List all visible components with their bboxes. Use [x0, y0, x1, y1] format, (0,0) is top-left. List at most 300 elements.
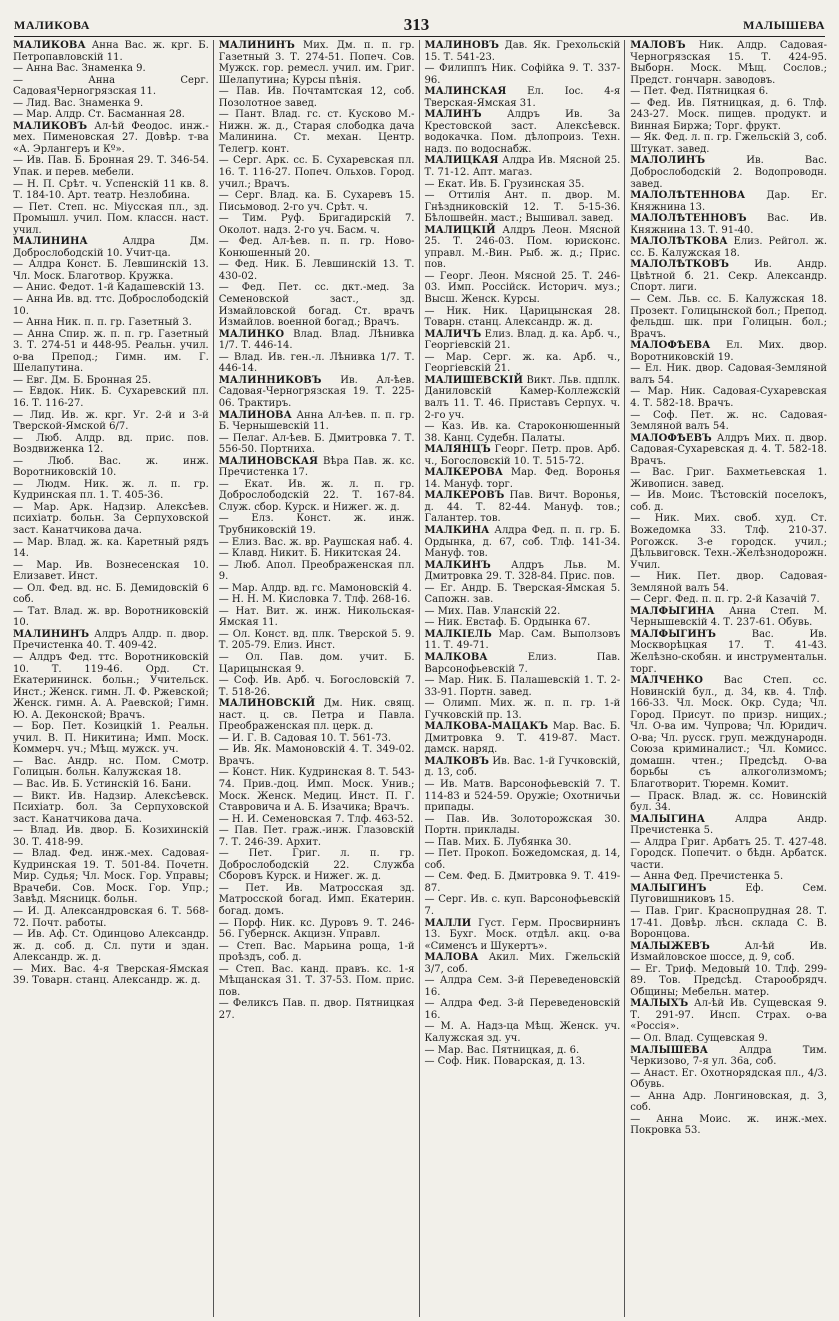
directory-entry: [630, 433, 827, 468]
entry-text: Алдръ Ив. За Крестовской заст. Алексѣевск. водокачка. Пом. дѣлопроиз. Техн. надз. по водоснабж.: [424, 109, 621, 155]
directory-entry: [219, 410, 415, 433]
entry-text: Дм. Ник. свящ. наст. ц. св. Петра и Павла. Преображенская пл. церк. д.: [218, 698, 415, 733]
entry-text: — Люб. Алдр. вд. прис. пов. Воздвиженка 12.: [13, 432, 209, 456]
directory-entry: [219, 109, 415, 155]
entry-text: — Н. П. Срѣт. ч. Успенскій 11 кв. 8. Т. 184-10. Арт. театр. Незлобина.: [13, 178, 209, 202]
surname: МАЛЫГИНА: [630, 813, 706, 825]
directory-entry: [630, 213, 827, 236]
surname: МАЛИНЪ: [424, 109, 482, 121]
surname: МАЛИНИНЪ: [218, 40, 295, 51]
entry-text: Ал-ѣй Феодос. инж.-мех. Пименовская 27. Довѣр. т-ва «А. Эрлангеръ и Кº».: [13, 120, 209, 155]
entry-text: Акил. Мих. Гжельскій 3/7, соб.: [424, 952, 621, 975]
surname: МАЛИНИНА: [13, 236, 88, 248]
entry-text: — Степ. Вас. канд. правъ. кс. 1-я Мѣщанская 31. Т. 37-53. Пом. прис. пов.: [218, 963, 415, 998]
directory-entry: [425, 871, 621, 894]
directory-entry: [630, 386, 827, 409]
directory-entry: [219, 155, 415, 190]
entry-text: — Як. Фед. л. п. гр. Гжельскій 3, соб. Штукат. завед.: [630, 132, 827, 155]
column-2: [214, 40, 420, 1317]
entry-text: — Вас. Андр. нс. Пом. Смотр. Голицын. больн. Калужская 18.: [13, 755, 209, 779]
directory-entry: [425, 1056, 621, 1068]
entry-text: — Алдра Конст. Б. Левшинскій 13. Чл. Моск. Благотвор. Кружка.: [13, 259, 209, 282]
directory-entry: [630, 1033, 827, 1045]
entry-text: — Пелаг. Ал-ѣев. Б. Дмитровка 7. Т. 556-50. Портниха.: [218, 432, 415, 456]
entry-text: — Анаст. Ег. Охотнорядская пл., 4/3. Обувь.: [630, 1067, 827, 1091]
entry-text: — Пет. Фед. Пятницкая 6.: [630, 86, 769, 98]
directory-entry: [425, 837, 621, 849]
directory-entry: [13, 502, 209, 537]
entry-text: — Серг. Арк. сс. Б. Сухаревская пл. 16. Т. 116-27. Попеч. Ольхов. Город. учил.; Врачъ.: [218, 155, 415, 190]
directory-entry: [425, 583, 621, 606]
directory-entry: [425, 352, 621, 375]
surname: МАЛИНСКАЯ: [424, 86, 507, 98]
directory-entry: [219, 629, 415, 652]
entry-text: — Нат. Вит. ж. инж. Никольская-Ямская 11.: [218, 605, 415, 629]
directory-entry: [13, 179, 209, 202]
entry-text: Ел. Мих. двор. Воротниковскій 19.: [630, 340, 827, 363]
surname: МАЛИЦКАЯ: [424, 155, 499, 167]
directory-entry: [219, 479, 415, 514]
entry-text: — Влад. Фед. инж.-мех. Садовая-Кудринская 19. Т. 501-84. Почетн. Мир. Судья; Чл. Моск. Гор. Управы; Врачеби. Сов. Моск. Гор. Упр.; Завѣд. Мясницк. больн.: [13, 848, 209, 906]
directory-entry: [425, 998, 621, 1021]
directory-entry: [425, 525, 621, 560]
entry-text: — Оттилія Ант. п. двор. М. Гнѣздниковскій 12. Т. 5-15-36. Бѣлошвейн. маст.; Вышивал. завед.: [424, 190, 621, 225]
entry-text: — Пав. Григ. Краснопрудная 28. Т. 17-41. Довѣр. лѣсн. склада С. В. Воронцова.: [630, 906, 827, 941]
entry-text: — Ел. Ник. двор. Садовая-Земляной валъ 54.: [630, 363, 827, 386]
directory-entry: [219, 456, 415, 479]
directory-entry: [219, 744, 415, 767]
entry-text: — Мар. Ник. Садовая-Сухаревская 4. Т. 582-18. Врачъ.: [630, 386, 827, 409]
directory-entry: [425, 629, 621, 652]
surname: МАЛЫГИНЪ: [630, 882, 707, 894]
directory-entry: [425, 1021, 621, 1044]
directory-entry: [13, 282, 209, 294]
entry-text: — Ник. Мих. своб. худ. Ст. Вожедомка 33. Тлф. 210-37. Рогожск. 3-е городск. учил.; Дѣльвиговск. Техн.-Желѣзнодорожн. Учил.: [630, 513, 827, 571]
entry-text: — Мар. Алдр. вд. гс. Мамоновскій 4.: [218, 582, 412, 594]
directory-entry: [219, 767, 415, 813]
directory-entry: [425, 190, 621, 225]
directory-entry: [13, 433, 209, 456]
entry-text: — Влад. Ив. двор. Б. Козихинскій 30. Т. 418-99.: [13, 825, 209, 848]
entry-text: — Екат. Ив. Б. Грузинская 35.: [424, 178, 585, 190]
entry-text: — Пет. Прокоп. Божедомская, д. 14, соб.: [424, 848, 621, 871]
column-4: [625, 40, 831, 1317]
directory-entry: [219, 918, 415, 941]
directory-entry: [219, 190, 415, 213]
entry-text: — Анна Ник. п. п. гр. Газетный 3.: [13, 317, 192, 329]
directory-entry: [425, 306, 621, 329]
directory-entry: [13, 317, 209, 329]
directory-entry: [630, 363, 827, 386]
entry-text: — Пет. Григ. л. п. гр. Доброслободскій 22. Служба Сборовъ Курск. и Нижег. ж. д.: [218, 848, 415, 883]
directory-entry: [13, 652, 209, 721]
entry-text: Георг. Петр. пров. Арб. ч., Богословскій 10. Т. 515-72.: [424, 444, 621, 467]
directory-entry: [219, 236, 415, 259]
directory-entry: [219, 998, 415, 1021]
directory-entry: [425, 40, 621, 63]
surname: МАЛКИНА: [424, 524, 490, 536]
directory-entry: [219, 560, 415, 583]
surname: МАЛОФѢЕВА: [630, 340, 711, 352]
entry-text: Вѣра Пав. ж. кс. Пречистенка 17.: [218, 455, 415, 479]
directory-entry: [425, 225, 621, 271]
directory-entry: [219, 941, 415, 964]
entry-text: — М. А. Надз-ца Мѣщ. Женск. уч. Калужская зд. уч.: [424, 1021, 621, 1045]
surname: МАЛКИНЪ: [424, 559, 491, 571]
entry-text: — Пав. Пет. граж.-инж. Глазовскій 7. Т. 246-39. Архит.: [218, 825, 415, 848]
entry-text: — Серг. Влад. ка. Б. Сухаревъ 15. Письмовод. 2-го уч. Срѣт. ч.: [218, 190, 415, 213]
directory-entry: [630, 871, 827, 883]
directory-entry: [219, 352, 415, 375]
directory-entry: [219, 86, 415, 109]
directory-entry: [219, 329, 415, 352]
directory-entry: [13, 375, 209, 387]
entry-text: — Анна Моис. ж. инж.-мех. Покровка 53.: [630, 1113, 827, 1137]
entry-text: Мар. Вас. Б. Дмитровка 9. Т. 419-87. Маст. дамск. наряд.: [424, 721, 621, 756]
entry-text: — Пант. Влад. гс. ст. Кусково М.-Нижн. ж. д., Старая слободка дача Малинина. Ст. механ. Центр. Телегр. конт.: [218, 109, 415, 155]
surname: МАЛИЦКІЙ: [424, 224, 496, 236]
entry-text: — Олимп. Мих. ж. п. п. гр. 1-й Гучковскій пр. 13.: [424, 698, 621, 721]
surname: МАЛИНИНЪ: [13, 628, 90, 640]
directory-entry: [630, 571, 827, 594]
directory-entry: [425, 617, 621, 629]
directory-entry: [630, 837, 827, 872]
header-first-entry: МАЛИКОВА: [14, 18, 90, 32]
directory-entry: [13, 75, 209, 98]
directory-entry: [13, 537, 209, 560]
directory-entry: [13, 40, 209, 63]
directory-entry: [425, 560, 621, 583]
directory-columns: [8, 40, 831, 1317]
directory-entry: [219, 814, 415, 826]
directory-entry: [219, 825, 415, 848]
directory-entry: [425, 329, 621, 352]
directory-entry: [425, 814, 621, 837]
directory-entry: [13, 479, 209, 502]
directory-entry: [425, 155, 621, 178]
entry-text: — Тат. Влад. ж. вр. Воротниковскій 10.: [13, 605, 209, 629]
directory-entry: [425, 975, 621, 998]
surname: МАЛОВЪ: [630, 40, 686, 51]
directory-entry: [219, 733, 415, 745]
entry-text: Алдра Тим. Черкизово, 7-я ул. 36а, соб.: [630, 1044, 827, 1068]
entry-text: Ник. Алдр. Садовая-Черногрязская 15. Т. 424-95. Выборн. Моск. Мѣщ. Сослов.; Предст. гончарн. заводовъ.: [630, 40, 827, 86]
entry-text: Мих. Дм. п. п. гр. Газетный 3. Т. 274-51. Попеч. Сов. Мужск. гор. ремесл. учил. им. Григ. Шелапутина; Курсы пѣнія.: [218, 40, 415, 86]
entry-text: Ив. Андр. Цвѣтной б. 21. Секр. Александр. Спорт. лиги.: [630, 259, 827, 294]
directory-entry: [630, 294, 827, 340]
entry-text: Мар. Сам. Выползовъ 11. Т. 49-71.: [424, 628, 621, 652]
entry-text: — Вас. Ив. Б. Устинскій 16. Бани.: [13, 779, 192, 790]
entry-text: Анна Степ. М. Чернышевскій 4. Т. 237-61. Обувь.: [630, 605, 827, 629]
entry-text: — Серг. Фед. п. п. гр. 2-й Казачій 7.: [630, 594, 820, 606]
directory-entry: [630, 132, 827, 155]
entry-text: — Екат. Ив. ж. л. п. гр. Доброслободскій 22. Т. 167-84. Служ. сбор. Курск. и Нижег. ж. д.: [218, 478, 415, 513]
entry-text: Ал-ѣй Ив. Сущевская 9. Т. 291-97. Инсп. Страх. о-ва «Россія».: [630, 998, 827, 1033]
directory-entry: [630, 259, 827, 294]
directory-entry: [630, 340, 827, 363]
directory-entry: [13, 236, 209, 259]
directory-entry: [630, 883, 827, 906]
entry-text: Пав. Вичт. Воронья, д. 44. Т. 82-44. Мануф. тов.; Галантер. тов.: [424, 490, 621, 525]
directory-entry: [13, 779, 209, 791]
entry-text: — Евдок. Ник. Б. Сухаревский пл. 16. Т. 116-27.: [13, 386, 209, 409]
entry-text: Вас. Ив. Княжнина 13. Т. 91-40.: [630, 213, 827, 236]
entry-text: Ел. Іос. 4-я Тверская-Ямская 31.: [424, 86, 621, 109]
entry-text: Викт. Льв. пдплк. Даниловскій Камер-Коллежскій валъ 11. Т. 46. Приставъ Серпух. ч. 2-го уч.: [424, 374, 621, 421]
entry-text: — Соф. Ник. Поварская, д. 13.: [424, 1056, 586, 1068]
directory-entry: [630, 606, 827, 629]
entry-text: — Мар. Серг. ж. ка. Арб. ч., Георгіевскій 21.: [424, 351, 621, 375]
entry-text: — Н. И. Семеновская 7. Тлф. 463-52.: [218, 813, 414, 825]
entry-text: Анна Ал-ѣев. п. п. гр. Б. Чернышевскій 11.: [218, 409, 415, 433]
entry-text: — Анна Ив. вд. ттс. Доброслободскій 10.: [13, 294, 209, 317]
directory-entry: [630, 675, 827, 790]
entry-text: — Соф. Пет. ж. нс. Садовая-Земляной валъ 54.: [630, 409, 827, 433]
surname: МАЛКЕРОВЪ: [424, 490, 505, 502]
entry-text: Ив. Вас. 1-й Гучковскій, д. 13, соб.: [424, 755, 621, 779]
directory-entry: [630, 941, 827, 964]
entry-text: — Пет. Ив. Матросская зд. Матросской богад. Имп. Екатерин. богад. домъ.: [218, 882, 415, 918]
entry-text: Ив. Вас. Доброслободскій 2. Водопроводн. завед.: [630, 155, 827, 190]
entry-text: — Влад. Ив. ген.-л. Лѣнивка 1/7. Т. 446-14.: [218, 351, 415, 375]
entry-text: — Ив. Пав. Б. Бронная 29. Т. 346-54. Упак. и перев. мебели.: [13, 155, 209, 179]
surname: МАЛФЫГИНА: [630, 605, 715, 617]
entry-text: — Мар. Ив. Вознесенская 10. Елизавет. Инст.: [13, 559, 209, 583]
directory-entry: [630, 791, 827, 814]
entry-text: — Каз. Ив. ка. Староконюшенный 38. Канц. Судебн. Палаты.: [424, 421, 621, 444]
directory-entry: [425, 490, 621, 525]
entry-text: — Алдра Григ. Арбатъ 25. Т. 427-48. Городск. Попечит. о бѣдн. Арбатск. части.: [630, 836, 827, 871]
directory-entry: [630, 155, 827, 190]
entry-text: — И. Г. В. Садовая 10. Т. 561-73.: [218, 732, 392, 744]
entry-text: Дав. Як. Грехольскій 15. Т. 541-23.: [424, 40, 621, 63]
directory-entry: [13, 410, 209, 433]
directory-entry: [425, 756, 621, 779]
directory-entry: [425, 109, 621, 155]
entry-text: — Ник. Пет. двор. Садовая-Земляной валъ 54.: [630, 571, 827, 594]
surname: МАЛКОВА-МАЦАКЪ: [424, 721, 549, 733]
entry-text: — Мар. Арк. Надзир. Алексѣев. психiатр. больн. За Серпуховской заст. Канатчикова дача.: [13, 501, 209, 536]
entry-text: — И. Д. Александровская 6. Т. 568-72. Почт. работы.: [13, 906, 209, 929]
directory-entry: [219, 583, 415, 595]
entry-text: Алдръ Мих. п. двор. Садовая-Сухаревская д. 4. Т. 582-18. Врачъ.: [630, 432, 827, 467]
directory-entry: [425, 375, 621, 421]
directory-entry: [630, 410, 827, 433]
directory-entry: [219, 259, 415, 282]
surname: МАЛОЛѢТЕННОВА: [630, 190, 746, 202]
entry-text: — Фед. Ник. Б. Левшинскій 13. Т. 430-02.: [218, 259, 415, 282]
directory-entry: [13, 98, 209, 110]
entry-text: — Георг. Леон. Мясной 25. Т. 246-03. Имп. Россійск. Историч. муз.; Высш. Женск. Курсы.: [424, 270, 621, 306]
directory-entry: [13, 63, 209, 75]
directory-entry: [13, 791, 209, 826]
entry-text: — Пав. Ив. Почтамтская 12, соб. Позолотное завед.: [218, 86, 415, 109]
directory-entry: [219, 513, 415, 536]
directory-entry: [219, 606, 415, 629]
entry-text: Вас Степ. сс. Новинскій бул., д. 34, кв. 4. Тлф. 166-33. Чл. Моск. Окр. Суда; Чл. Город. Присут. по призр. нищих.; Чл. О-ва им. Чупрова; Чл. Юридич. О-ва; Чл. русск. груп. международн. Союза криминалист.; Чл. Комисс. домашн. чтен.; Предсѣд. О-ва борьбы съ алкоголизмомъ; Благотворит. Тюремн. Комит.: [630, 675, 827, 790]
entry-text: — Тим. Руф. Бригадирскій 7. Околот. надз. 2-го уч. Басм. ч.: [218, 213, 415, 236]
directory-entry: [219, 964, 415, 999]
directory-entry: [425, 1045, 621, 1057]
column-1: [8, 40, 214, 1317]
entry-text: — Ив. Матв. Варсонофьевскій 7. Т. 114-83 и 524-59. Оружіе; Охотничьи припады.: [424, 779, 621, 814]
directory-entry: [425, 721, 621, 756]
entry-text: Густ. Герм. Просвирнинъ 13. Бухг. Моск. отдѣл. акц. о-ва «Сименсъ и Шукертъ».: [424, 917, 621, 952]
column-3: [420, 40, 626, 1317]
entry-text: — Анна Вас. Знаменка 9.: [13, 63, 146, 75]
directory-entry: [425, 606, 621, 618]
directory-entry: [630, 594, 827, 606]
directory-entry: [13, 202, 209, 237]
entry-text: — Евг. Дм. Б. Бронная 25.: [13, 374, 152, 386]
entry-text: — Алдра Сем. 3-й Переведеновскій 16.: [424, 975, 621, 998]
directory-entry: [219, 282, 415, 328]
entry-text: — Праск. Влад. ж. сс. Новинскій бул. 34.: [630, 790, 827, 814]
page-header: [14, 6, 825, 37]
directory-entry: [630, 1091, 827, 1114]
entry-text: — Фед. Пет. сс. дкт.-мед. За Семеновской заст., зд. Измайловской богад. Ст. врачъ Измайлов. военной богад.; Врачъ.: [218, 282, 415, 329]
directory-entry: [630, 190, 827, 213]
entry-text: — Ник. Евстаф. Б. Ордынка 67.: [424, 617, 591, 629]
directory-entry: [630, 629, 827, 675]
directory-entry: [219, 213, 415, 236]
entry-text: — Алдра Фед. 3-й Переведеновскій 16.: [424, 998, 621, 1021]
directory-entry: [13, 906, 209, 929]
entry-text: — Ол. Пав. дом. учит. Б. Царицынская 9.: [218, 651, 415, 675]
entry-text: — Ив. Аф. Ст. Одинцово Александр. ж. д. соб. д. Сл. пути и здан. Александр. ж. д.: [13, 929, 209, 964]
surname: МАЛЧЕНКО: [630, 675, 704, 687]
directory-entry: [425, 779, 621, 814]
entry-text: — Анна Спир. ж. п. п. гр. Газетный 3. Т. 274-51 и 448-95. Реальн. учил. о-ва Препод.; Гимн. им. Г. Шелапутина.: [13, 328, 209, 375]
directory-entry: [425, 675, 621, 698]
entry-text: — Ив. Моис. Тѣстовскій поселокъ, соб. д.: [630, 490, 827, 513]
entry-text: Еф. Сем. Пуговишниковъ 15.: [630, 882, 827, 906]
entry-text: — Мих. Вас. 4-я Тверская-Ямская 39. Товарн. станц. Александр. ж. д.: [13, 963, 209, 987]
entry-text: Алдра Фед. п. п. гр. Б. Ордынка, д. 67, соб. Тлф. 141-34. Мануф. тов.: [424, 524, 621, 560]
directory-entry: [13, 456, 209, 479]
directory-entry: [425, 271, 621, 306]
directory-entry: [219, 848, 415, 883]
entry-text: Алдръ Алдр. п. двор. Пречистенка 40. Т. 409-42.: [13, 628, 209, 652]
directory-entry: [630, 236, 827, 259]
directory-entry: [630, 513, 827, 571]
entry-text: Алдра Андр. Пречистенка 5.: [630, 813, 827, 837]
directory-entry: [630, 964, 827, 999]
entry-text: — Ол. Конст. вд. плк. Тверской 5. 9. Т. 205-79. Елиз. Инст.: [218, 628, 415, 652]
entry-text: — Лид. Вас. Знаменка 9.: [13, 97, 144, 109]
entry-text: — Пав. Ив. Золоторожская 30. Портн. приклады.: [424, 813, 621, 837]
directory-entry: [13, 386, 209, 409]
entry-text: Дар. Ег. Княжнина 13.: [630, 190, 827, 213]
entry-text: Влад. Влад. Лѣнивка 1/7. Т. 446-14.: [218, 328, 415, 352]
directory-entry: [219, 40, 415, 86]
surname: МАЛИННИКОВЪ: [218, 374, 322, 386]
entry-text: — Конст. Ник. Кудринская 8. Т. 543-74. Прив.-доц. Имп. Моск. Унив.; Моск. Женск. Медиц. Инст. П. Г. Ставровича и А. Б. Изачика; Врачъ.: [218, 767, 415, 814]
entry-text: — Пет. Степ. нс. Мiусская пл., зд. Промышл. учил. Пом. классн. наст. учил.: [13, 201, 209, 236]
entry-text: Елиз. Влад. д. ка. Арб. ч., Георгіевскій 21.: [424, 328, 621, 352]
entry-text: — Люб. Апол. Преображенская пл. 9.: [218, 559, 415, 583]
entry-text: — Елиз. Вас. ж. вр. Раушская наб. 4.: [218, 536, 413, 548]
surname: МАЛОЛѢТКОВЪ: [630, 259, 730, 271]
directory-entry: [630, 86, 827, 98]
entry-text: — Серг. Ив. с. куп. Варсонофьевскій 7.: [424, 894, 621, 918]
entry-text: — Н. Н. М. Кисловка 7. Тлф. 268-16.: [218, 594, 411, 606]
entry-text: — Филиппъ Ник. Софійка 9. Т. 337-96.: [424, 63, 621, 86]
directory-entry: [425, 179, 621, 191]
directory-entry: [13, 155, 209, 178]
surname: МАЛОЛѢТКОВА: [630, 236, 728, 248]
directory-entry: [425, 444, 621, 467]
entry-text: Алдра Дм. Доброслободскій 10. Учит-ца.: [13, 236, 209, 259]
directory-entry: [630, 1068, 827, 1091]
directory-entry: [630, 906, 827, 941]
directory-entry: [219, 698, 415, 733]
directory-entry: [425, 918, 621, 953]
entry-text: — Ол. Фед. вд. нс. Б. Демидовскій 6 соб.: [13, 582, 209, 606]
directory-entry: [425, 467, 621, 490]
directory-entry: [13, 109, 209, 121]
entry-text: Вас. Ив. Москворѣцкая 17. Т. 41-43. Желѣзно-скобян. и инструментальн. торг.: [630, 628, 827, 675]
directory-entry: [630, 1114, 827, 1137]
entry-text: — Людм. Ник. ж. л. п. гр. Кудринская пл. 1. Т. 405-36.: [13, 478, 209, 502]
entry-text: — Анис. Федот. 1-й Кадашевскій 13.: [13, 282, 205, 294]
entry-text: — Соф. Ив. Арб. ч. Богословскій 7. Т. 518-26.: [218, 675, 415, 698]
surname: МАЛИЧЪ: [424, 328, 482, 340]
entry-text: — Сем. Фед. Б. Дмитровка 9. Т. 419-87.: [424, 871, 621, 894]
directory-entry: [630, 490, 827, 513]
surname: МАЛИНОВСКАЯ: [218, 455, 318, 467]
directory-entry: [13, 964, 209, 987]
page-number: 313: [403, 15, 430, 34]
surname: МАЛИКОВА: [13, 40, 86, 51]
surname: МАЛЛИ: [424, 917, 472, 929]
directory-entry: [425, 894, 621, 917]
surname: МАЛЫХЪ: [630, 998, 689, 1010]
directory-entry: [13, 329, 209, 375]
entry-text: — Ег. Андр. Б. Тверская-Ямская 5. Сапожн. зав.: [424, 582, 621, 606]
directory-entry: [13, 721, 209, 756]
directory-entry: [13, 121, 209, 156]
surname: МАЛЫШЕВА: [630, 1044, 709, 1056]
entry-text: — Елз. Конст. ж. инж. Трубниковскій 19.: [218, 513, 415, 536]
directory-entry: [13, 629, 209, 652]
directory-entry: [425, 421, 621, 444]
surname: МАЛИШЕВСКІЙ: [424, 374, 524, 386]
entry-text: — Ег. Триф. Медовый 10. Тлф. 299-89. Тов. Предсѣд. Старообрядч. Общины; Мебельн. матер.: [630, 963, 827, 998]
surname: МАЛКОВА: [424, 651, 488, 663]
surname: МАЛЫЖЕВЪ: [630, 940, 710, 952]
entry-text: — Степ. Вас. Марьина роща, 1-й проѣздъ, соб. д.: [218, 940, 415, 964]
surname: МАЛКЕРОВА: [424, 467, 504, 479]
directory-entry: [630, 98, 827, 133]
directory-entry: [219, 883, 415, 918]
directory-entry: [13, 825, 209, 848]
entry-text: — Люб. Вас. ж. инж. Воротниковскій 10.: [13, 455, 209, 479]
directory-entry: [630, 467, 827, 490]
surname: МАЛИКОВЪ: [13, 120, 88, 132]
entry-text: — Пав. Мих. Б. Лубянка 30.: [424, 836, 572, 848]
directory-entry: [219, 594, 415, 606]
entry-text: Елиз. Рейгол. ж. сс. Б. Калужская 18.: [630, 236, 827, 259]
directory-entry: [219, 652, 415, 675]
entry-text: — Фед. Ал-ѣев. п. п. гр. Ново-Конюшенный 20.: [218, 236, 415, 259]
directory-entry: [13, 583, 209, 606]
directory-entry: [630, 1045, 827, 1068]
entry-text: — Порф. Ник. кс. Дуровъ 9. Т. 246-56. Губернск. Акцизн. Управл.: [218, 917, 415, 941]
surname: МАЛИНКО: [218, 328, 285, 340]
directory-entry: [219, 548, 415, 560]
surname: МАЛИНОВСКІЙ: [218, 698, 316, 710]
